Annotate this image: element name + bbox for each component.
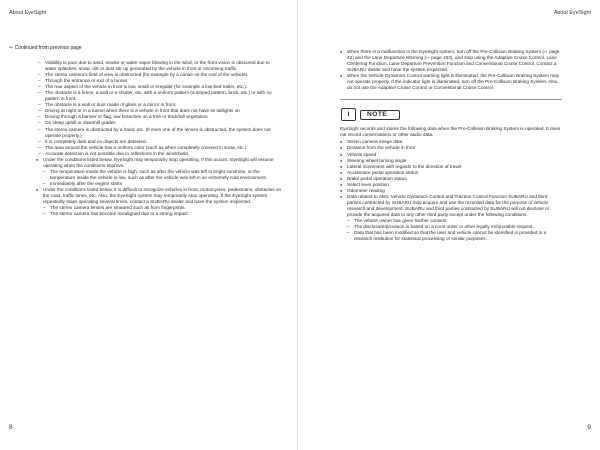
right-page-body [340, 49, 562, 242]
bullet-paragraph: ● When the Vehicle Dynamics Control warning light is illuminated, the Pre-Collision Braking System may not operate properly. If the indicator light is illuminated, turn off the Pre-Collision Braking System. Also, do not use the Adaptive Cruise Control or Conventional Cruise Control. [340, 73, 562, 91]
list-item: – Driving through a banner or flag, low branches on a tree or thick/tall vegetation [36, 114, 282, 120]
list-item: ● Steering wheel turning angle [340, 158, 562, 164]
note-title: NOTE [360, 110, 400, 120]
page-number-left: 8 [9, 424, 13, 431]
list-item: – The stereo camera has become misaligned due to a strong impact. [36, 211, 282, 217]
list-item: – Driving at night or in a tunnel when there is a vehicle in front that does not have its taillights on [36, 108, 282, 114]
bullet-paragraph: ● When there is a malfunction in the EyeSight system, turn off the Pre-Collision Braking System (⇨ page 42) and the Lane Departure Warning (⇨ page 103), and stop using the Adaptive Cruise Control, Lane Centering Function, Lane Departure Prevention Function and Conventional Cruise Control. Contact a SUBARU dealer and have the system inspected. [340, 49, 562, 73]
list-item: – The area around the vehicle has a uniform color (such as when completely covered in snow, etc.) [36, 145, 282, 151]
running-header-right: About EyeSight [553, 10, 591, 16]
list-item: ● Select lever position [340, 182, 562, 188]
list-item: – The obstacle is a fence, a wall or a shutter, etc. with a uniform pattern (a striped pattern, brick, etc.) or with no pattern in front. [36, 90, 282, 102]
list-item: – On steep uphill or downhill grades [36, 120, 282, 126]
list-item: – Immediately after the engine starts [36, 181, 282, 187]
list-item: – The vehicle owner has given his/her consent. [340, 218, 562, 224]
note-heading [341, 108, 562, 121]
list-item: ● Stereo camera image data [340, 139, 562, 145]
list-item: – The obstacle is a wall or door made of glass or a mirror in front. [36, 102, 282, 108]
bullet-paragraph: ● Under the conditions listed below, EyeSight may temporarily stop operating. If this occurs, EyeSight will resume operating when the conditions improve. [36, 157, 282, 169]
list-item: ● Vehicle speed [340, 152, 562, 158]
continued-marker: ⇨ Continued from previous page [9, 45, 82, 51]
list-item: – Data that has been modified so that the user and vehicle cannot be identified is provided to a research institution for statistical processing or similar purposes. [340, 230, 562, 242]
list-item: – It is completely dark and no objects are detected. [36, 139, 282, 145]
info-icon: i [341, 108, 356, 121]
note-intro: EyeSight records and stores the following data when the Pre-Collision Braking System is operated. It does not record conversations or other audio data. [340, 126, 561, 138]
list-item: – The rear aspect of the vehicle in front is low, small or irregular (for example a low bed trailer, etc.). [36, 84, 282, 90]
list-item: – The disclosure/provision is based on a court order or other legally enforceable request. [340, 224, 562, 230]
list-item: – Accurate detection is not possible due to reflections in the windshield. [36, 151, 282, 157]
list-item: – The stereo camera lenses are smeared such as from fingerprints. [36, 205, 282, 211]
list-item: ● Brake pedal operation status [340, 176, 562, 182]
list-item: – The stereo camera’s field of view is obstructed (for example by a canoe on the roof of the vehicle). [36, 72, 282, 78]
list-item: ● Accelerator pedal operation status [340, 170, 562, 176]
bullet-paragraph: ● Under the conditions listed below, it is difficult to recognize vehicles in front, motorcycles, pedestrians, obstacles on the road, traffic lanes, etc. Also, the EyeSight system may temporarily stop operating. If the EyeSight system repeatedly stops operating several times, contact a SUBARU dealer and have the system inspected. [36, 187, 282, 205]
list-item: ● Distance from the vehicle in front [340, 145, 562, 151]
page-gutter [297, 0, 298, 450]
list-item: – Visibility is poor due to sand, smoke or water vapor blowing in the wind, or the front vision is obscured due to water splashes, snow, dirt or dust stir up generated by the vehicle in front or oncoming traffic. [36, 60, 282, 72]
list-item: – The temperature inside the vehicle is high, such as after the vehicle was left in bright sunshine, or the temperature inside the vehicle is low, such as after the vehicle was left in an extremely cold environment. [36, 169, 282, 181]
list-item: – Through the entrance or exit of a tunnel [36, 78, 282, 84]
bullet-paragraph: ● Data related to ABS, Vehicle Dynamics Control and Traction Control Function SUBARU and third parties contracted by SUBARU may acquire and use the recorded data for the purpose of vehicle research and development. SUBARU and third parties contracted by SUBARU will not disclose or provide the acquired data to any other third party except under the following conditions. [340, 194, 562, 218]
left-page-body [36, 60, 282, 217]
list-item: ● Lateral movement with regards to the direction of travel [340, 164, 562, 170]
list-item: – The stereo camera is obstructed by a hand, etc. (If even one of the lenses is obstructed, the system does not operate properly.) [36, 127, 282, 139]
running-header-left: About EyeSight [9, 10, 47, 16]
list-item: ● Odometer reading [340, 188, 562, 194]
page-number-right: 9 [587, 424, 591, 431]
note-section [340, 99, 562, 242]
